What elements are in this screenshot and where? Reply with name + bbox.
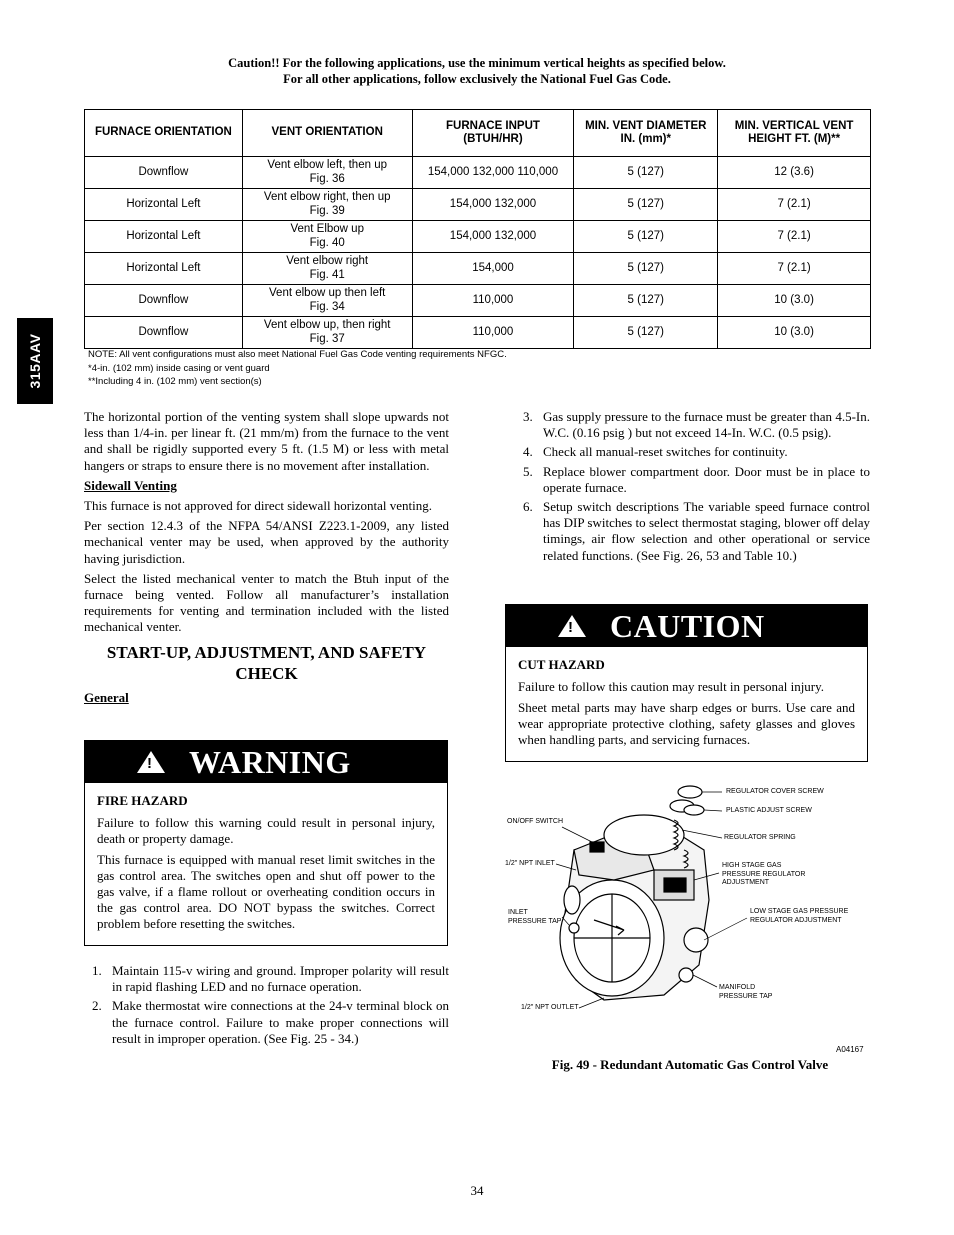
- header-min-vertical-height: MIN. VERTICAL VENT HEIGHT FT. (M)**: [718, 110, 871, 157]
- cell-diameter: 5 (127): [574, 285, 718, 317]
- cell-orientation: Downflow: [85, 285, 243, 317]
- warning-triangle-icon: !: [558, 615, 586, 637]
- cell-vent-orientation: [242, 285, 412, 317]
- table-row: [85, 285, 871, 317]
- table-notes: [88, 348, 507, 389]
- vent-text: Vent elbow up, then right: [263, 319, 391, 331]
- cell-height: 10 (3.0): [718, 317, 871, 349]
- caution-header-line2: For all other applications, follow exclusively the National Fuel Gas Code.: [283, 72, 671, 86]
- cell-input: 154,000: [412, 253, 574, 285]
- table-row: [85, 157, 871, 189]
- label-regulator-spring: REGULATOR SPRING: [724, 834, 796, 841]
- caution-title: CUT HAZARD: [518, 657, 605, 672]
- table-note: NOTE: All vent configurations must also meet National Fuel Gas Code venting requirements NFGC.: [88, 349, 507, 360]
- label-plastic-adjust-screw: PLASTIC ADJUST SCREW: [726, 807, 812, 814]
- cell-input: 154,000 132,000: [412, 189, 574, 221]
- cell-height: 12 (3.6): [718, 157, 871, 189]
- fig-ref: Fig. 40: [309, 236, 345, 249]
- figure-caption: Fig. 49 - Redundant Automatic Gas Control Valve: [551, 1057, 829, 1072]
- label-low-stage: LOW STAGE GAS PRESSURE REGULATOR ADJUSTMENT: [750, 908, 849, 924]
- list-item: [515, 499, 870, 564]
- vent-text: Vent elbow left, then up: [267, 159, 387, 171]
- caution-paragraph: Failure to follow this caution may result in personal injury.: [518, 679, 825, 694]
- step-text: Check all manual-reset switches for continuity.: [543, 444, 788, 460]
- general-heading: General: [84, 689, 129, 705]
- step-number: 4.: [523, 444, 533, 460]
- cell-orientation: Downflow: [85, 317, 243, 349]
- table-note: **Including 4 in. (102 mm) vent section(s): [88, 376, 262, 387]
- startup-section-heading: START-UP, ADJUSTMENT, AND SAFETY CHECK: [106, 642, 427, 683]
- header-vent-orientation: VENT ORIENTATION: [242, 110, 412, 157]
- warning-box: [84, 740, 448, 946]
- caution-word: CAUTION: [610, 607, 765, 644]
- list-item: [515, 464, 870, 496]
- list-item: [84, 998, 449, 1047]
- step-number: 1.: [92, 963, 102, 978]
- table-row: [85, 221, 871, 253]
- cell-height: 7 (2.1): [718, 189, 871, 221]
- figure-code: A04167: [836, 1045, 864, 1054]
- fig-ref: Fig. 34: [309, 300, 345, 313]
- fig-ref: Fig. 39: [309, 204, 345, 217]
- header-furnace-orientation: FURNACE ORIENTATION: [85, 110, 243, 157]
- model-side-tab: [17, 318, 53, 404]
- left-steps: [84, 963, 449, 1050]
- step-text: Replace blower compartment door. Door must be in place to operate furnace.: [543, 463, 870, 495]
- warning-banner: [85, 741, 447, 783]
- sidewall-venting-heading: Sidewall Venting: [84, 477, 177, 493]
- label-inlet-pressure-tap: INLET PRESSURE TAP: [508, 909, 562, 925]
- cell-orientation: Horizontal Left: [85, 189, 243, 221]
- cell-vent-orientation: [242, 189, 412, 221]
- step-number: 3.: [523, 409, 533, 424]
- step-text: Maintain 115-v wiring and ground. Improper polarity will result in rapid flashing LED and no furnace operation.: [112, 963, 449, 995]
- cell-height: 7 (2.1): [718, 221, 871, 253]
- step-number: 5.: [523, 463, 533, 479]
- cell-input: 110,000: [412, 317, 574, 349]
- cell-vent-orientation: [242, 157, 412, 189]
- header-min-vent-diameter: MIN. VENT DIAMETER IN. (mm)*: [574, 110, 718, 157]
- cell-diameter: 5 (127): [574, 189, 718, 221]
- label-regulator-cover-screw: REGULATOR COVER SCREW: [726, 788, 824, 795]
- vent-text: Vent elbow right: [286, 255, 369, 267]
- cell-diameter: 5 (127): [574, 221, 718, 253]
- warning-paragraph: This furnace is equipped with manual reset limit switches in the gas control area. The switches open and shut off power to the gas valve, if a flame rollout or overheating condition occurs in the gas control area. DO NOT bypass the switches. Correct problem before resetting the switches.: [97, 852, 435, 931]
- list-item: [515, 444, 870, 460]
- cell-height: 10 (3.0): [718, 285, 871, 317]
- sidewall-paragraph: This furnace is not approved for direct sidewall horizontal venting.: [84, 498, 433, 514]
- warning-triangle-icon: !: [137, 751, 165, 773]
- label-on-off-switch: ON/OFF SWITCH: [507, 818, 563, 825]
- cell-input: 110,000: [412, 285, 574, 317]
- cell-orientation: Horizontal Left: [85, 253, 243, 285]
- warning-paragraph: Failure to follow this warning could result in personal injury, death or property damage.: [97, 815, 435, 846]
- cell-diameter: 5 (127): [574, 157, 718, 189]
- step-text: Gas supply pressure to the furnace must be greater than 4.5-In. W.C. (0.16 psig ) but not exceed 14-In. W.C. (0.5 psig).: [543, 409, 870, 441]
- warning-body: [85, 783, 447, 945]
- label-npt-inlet: 1/2″ NPT INLET: [505, 860, 555, 867]
- step-text: Make thermostat wire connections at the 24-v terminal block on the furnace control. Failure to make proper connections will result in improper operation. (See Fig. 25 - 34.): [112, 998, 449, 1046]
- table-note: *4-in. (102 mm) inside casing or vent guard: [88, 362, 270, 374]
- caution-box: [505, 604, 868, 762]
- cell-orientation: Horizontal Left: [85, 221, 243, 253]
- vent-text: Vent Elbow up: [290, 223, 364, 235]
- caution-paragraph: Sheet metal parts may have sharp edges or burrs. Use care and wear appropriate protective clothing, safety glasses and gloves when handling parts, and servicing furnaces.: [518, 700, 855, 747]
- caution-body: [506, 647, 867, 761]
- cell-vent-orientation: [242, 317, 412, 349]
- label-manifold-pressure-tap: MANIFOLD PRESSURE TAP: [719, 984, 773, 1000]
- cell-vent-orientation: [242, 253, 412, 285]
- step-text: Setup switch descriptions The variable speed furnace control has DIP switches to select thermostat staging, blower off delay timings, air flow selection and other operational or service related functions. (See Fig. 26, 53 and Table 10.): [543, 499, 870, 563]
- header-furnace-input: FURNACE INPUT (BTUH/HR): [412, 110, 574, 157]
- sidewall-paragraph: Per section 12.4.3 of the NFPA 54/ANSI Z223.1-2009, any listed mechanical venter may be used, when approved by the authority having jurisdiction.: [84, 518, 449, 566]
- caution-header-line1: Caution!! For the following applications, use the minimum vertical heights as specified below.: [228, 56, 726, 70]
- fig-ref: Fig. 37: [309, 332, 345, 345]
- fig-ref: Fig. 41: [309, 268, 345, 281]
- table-row: [85, 189, 871, 221]
- vent-text: Vent elbow right, then up: [263, 191, 391, 203]
- cell-input: 154,000 132,000: [412, 221, 574, 253]
- step-number: 2.: [92, 998, 102, 1014]
- page-number: 34: [470, 1183, 484, 1198]
- fig-ref: Fig. 36: [309, 172, 345, 185]
- venting-intro: The horizontal portion of the venting system shall slope upwards not less than 1/4-in. per linear ft. (21 mm/m) from the furnace to the vent and shall be rigidly supported every 5 ft. (1.5 M) or less with metal hangers or straps to ensure there is no movement after installation.: [84, 409, 449, 473]
- left-column: [84, 409, 449, 710]
- vent-text: Vent elbow up then left: [269, 287, 386, 299]
- cell-height: 7 (2.1): [718, 253, 871, 285]
- warning-title: FIRE HAZARD: [97, 793, 188, 808]
- cell-diameter: 5 (127): [574, 317, 718, 349]
- cell-input: 154,000 132,000 110,000: [412, 157, 574, 189]
- cell-vent-orientation: [242, 221, 412, 253]
- caution-header: [0, 55, 954, 87]
- cell-orientation: Downflow: [85, 157, 243, 189]
- sidewall-paragraph: Select the listed mechanical venter to match the Btuh input of the furnace being vented. Follow all manufacturer’s installation requirements for venting and termination included with the listed mechanical venter.: [84, 570, 449, 635]
- list-item: [515, 409, 870, 441]
- step-number: 6.: [523, 499, 533, 515]
- vent-height-table: [84, 109, 871, 349]
- label-npt-outlet: 1/2″ NPT OUTLET: [521, 1004, 579, 1011]
- table-row: [85, 317, 871, 349]
- right-steps: [505, 409, 870, 567]
- model-number: 315AAV: [27, 333, 43, 389]
- table-row: [85, 253, 871, 285]
- warning-word: WARNING: [189, 743, 351, 780]
- caution-banner: [506, 605, 867, 647]
- label-high-stage: HIGH STAGE GAS PRESSURE REGULATOR ADJUSTMENT: [722, 862, 806, 886]
- table-header-row: [85, 110, 871, 157]
- cell-diameter: 5 (127): [574, 253, 718, 285]
- list-item: [84, 963, 449, 995]
